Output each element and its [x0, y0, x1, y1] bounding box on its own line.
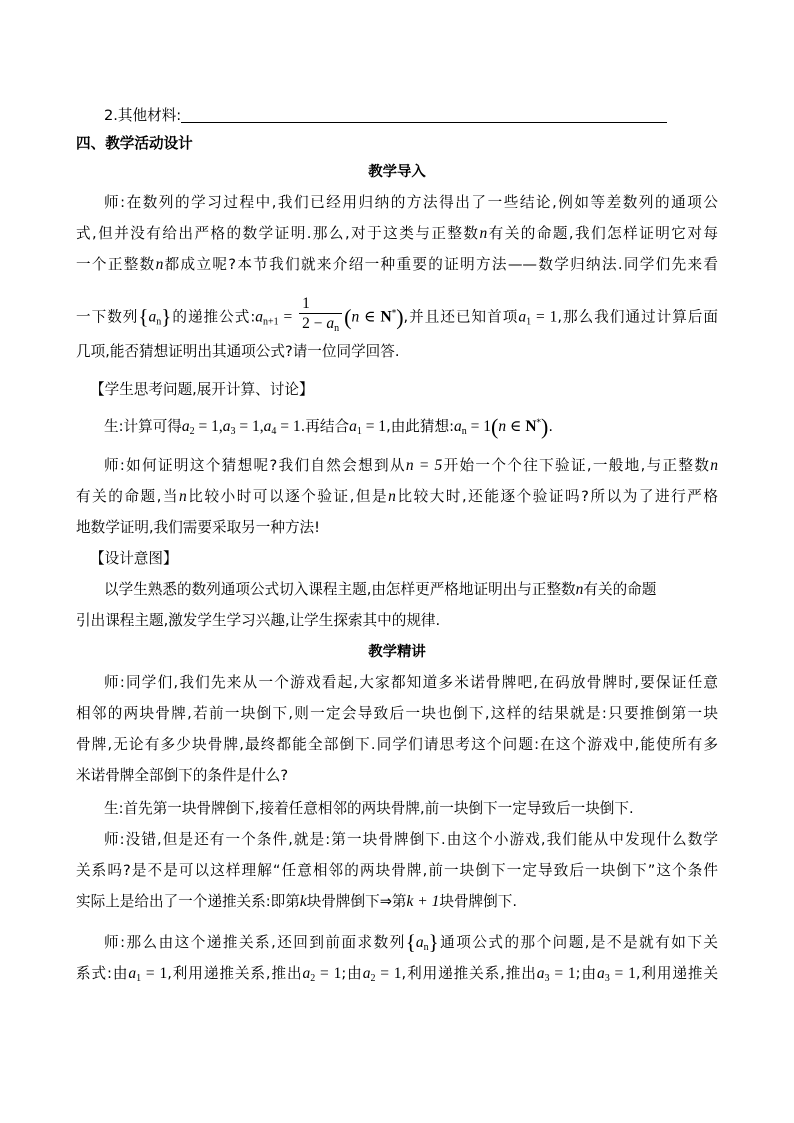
teacher-4-line-1: 师:那么由这个递推关系,还回到前面求数列$\{a_n\}$通项公式的那个问题,是不是就有如下关 [104, 930, 719, 954]
teacher-4-line-2: 系式:由$a_1 = 1$,利用递推关系,推出$a_2 = 1$;由$a_2 = 1$,利用递推关系,推出$a_3 = 1$;由$a_3 = 1$,利用递推关 [76, 965, 719, 984]
design-line-1: 以学生熟悉的数列通项公式切入课程主题,由怎样更严格地证明出与正整数n有关的命题 [104, 581, 657, 598]
bracket-design: 【设计意图】 [90, 550, 178, 567]
design-line-2: 引出课程主题,激发学生学习兴趣,让学生探索其中的规律. [76, 612, 441, 629]
intro-line-3: 一个正整数n都成立呢?本节我们就来介绍一种重要的证明方法——数学归纳法.同学们先来看 [76, 256, 718, 273]
intro-line-5: 几项,能否猜想证明出其通项公式?请一位同学回答. [76, 343, 400, 360]
teacher-3-line-2: 关系吗?是不是可以这样理解“任意相邻的两块骨牌,前一块倒下一定导致后一块倒下”这个条件 [76, 862, 718, 879]
teacher-3-line-1: 师:没错,但是还有一个条件,就是:第一块骨牌倒下.由这个小游戏,我们能从中发现什么数学 [104, 831, 718, 848]
teacher-2-line-2: 有关的命题,当n比较小时可以逐个验证,但是n比较大时,还能逐个验证吗?所以为了进行严格 [76, 488, 719, 505]
teacher-2-line-3: 地数学证明,我们需要采取另一种方法! [76, 519, 320, 536]
other-materials-label: 2.其他材料: [104, 107, 182, 124]
student-answer-2: 生:首先第一块骨牌倒下,接着任意相邻的两块骨牌,前一块倒下一定导致后一块倒下. [104, 800, 634, 817]
bracket-think: 【学生思考问题,展开计算、讨论】 [90, 381, 314, 398]
teacher-2-line-1: 师:如何证明这个猜想呢?我们自然会想到从n = 5开始一个个往下验证,一般地,与正整数n [104, 457, 719, 474]
lecture-line-2: 相邻的两块骨牌,若前一块倒下,则一定会导致后一块也倒下,这样的结果就是:只要推倒第一块 [76, 705, 718, 722]
recurrence-fraction: $\frac{1}{2 - a_n}$ [299, 295, 342, 338]
lecture-line-4: 米诺骨牌全部倒下的条件是什么? [76, 767, 289, 784]
fill-in-blank [181, 106, 667, 123]
heading-lecture: 教学精讲 [368, 644, 426, 660]
lecture-line-3: 骨牌,无论有多少块骨牌,最终都能全部倒下.同学们请思考这个问题:在这个游戏中,能使所有多 [76, 736, 718, 753]
student-answer-1: 生:计算可得$a_2 = 1,a_3 = 1,a_4 = 1$.再结合$a_1 = 1$,由此猜想$:a_n = 1(n$ ∈ N*). [104, 414, 553, 439]
intro-line-1: 师:在数列的学习过程中,我们已经用归纳的方法得出了一些结论,例如等差数列的通项公 [104, 194, 718, 211]
teacher-3-line-3: 实际上是给出了一个递推关系:即第k块骨牌倒下⇒第k + 1块骨牌倒下. [76, 893, 517, 910]
lecture-line-1: 师:同学们,我们先来从一个游戏看起,大家都知道多米诺骨牌吧,在码放骨牌时,要保证任意 [104, 674, 718, 691]
intro-line-4: 一下数列$\{a_n\}$的递推公式$:a_{n+1}$ = $\frac{1}{2 - a_n}$ (n ∈ N*),并且还已知首项$a_1 = 1$,那么我们通过计算后面 [76, 296, 718, 330]
intro-line-2: 式,但并没有给出严格的数学证明.那么,对于这类与正整数n有关的命题,我们怎样证明它对每 [76, 225, 719, 242]
other-materials-line [104, 106, 746, 126]
heading-intro: 教学导入 [368, 164, 426, 180]
section-heading: 四、教学活动设计 [76, 135, 193, 152]
